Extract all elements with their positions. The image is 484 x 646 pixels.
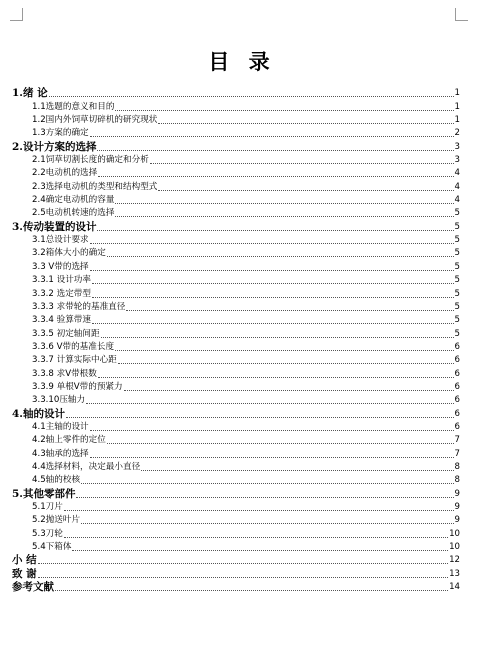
toc-entry-title: 3.3.5 初定轴间距	[32, 328, 100, 339]
toc-dot-leader	[124, 390, 454, 391]
toc-entry-title: 5.4下箱体	[32, 542, 72, 553]
toc-dot-leader	[49, 96, 454, 97]
page-corner-mark-left	[10, 8, 23, 21]
toc-dot-leader	[38, 577, 448, 578]
toc-dot-leader	[76, 497, 453, 498]
toc-entry-title: 小 结	[12, 554, 37, 567]
toc-entry-title: 2.2电动机的选择	[32, 168, 98, 179]
toc-entry-title: 2.4确定电动机的容量	[32, 195, 115, 206]
toc-chapter-entry[interactable]	[12, 554, 460, 567]
toc-page-number: 6	[454, 408, 460, 419]
toc-dot-leader	[97, 150, 453, 151]
toc-chapter-entry[interactable]	[12, 487, 460, 500]
toc-section-entry[interactable]	[12, 301, 460, 314]
toc-section-entry[interactable]	[12, 180, 460, 193]
toc-dot-leader	[90, 270, 454, 271]
toc-section-entry[interactable]	[12, 127, 460, 140]
toc-dot-leader	[97, 230, 453, 231]
toc-page-number: 5	[454, 328, 460, 339]
toc-section-entry[interactable]	[12, 421, 460, 434]
toc-section-entry[interactable]	[12, 167, 460, 180]
toc-page-number: 5	[454, 235, 460, 246]
toc-section-entry[interactable]	[12, 354, 460, 367]
toc-entry-title: 5.其他零部件	[12, 487, 76, 500]
toc-entry-title: 1.1选题的意义和目的	[32, 101, 115, 112]
toc-dot-leader	[150, 163, 454, 164]
toc-section-entry[interactable]	[12, 234, 460, 247]
toc-page-number: 9	[454, 488, 460, 499]
toc-dot-leader	[98, 377, 454, 378]
toc-chapter-entry[interactable]	[12, 407, 460, 420]
toc-page-number: 8	[454, 475, 460, 486]
toc-page-number: 6	[454, 341, 460, 352]
toc-page-number: 1	[454, 101, 460, 112]
toc-dot-leader	[86, 403, 453, 404]
toc-dot-leader	[72, 550, 448, 551]
toc-page-number: 6	[454, 355, 460, 366]
toc-page-number: 5	[454, 301, 460, 312]
toc-page-number: 5	[454, 288, 460, 299]
toc-dot-leader	[158, 123, 453, 124]
toc-page-number: 5	[454, 261, 460, 272]
toc-page-number: 7	[454, 448, 460, 459]
toc-page-number: 4	[454, 181, 460, 192]
toc-page-number: 13	[449, 568, 460, 579]
toc-dot-leader	[107, 256, 454, 257]
toc-entry-title: 5.2抛送叶片	[32, 515, 81, 526]
toc-dot-leader	[92, 283, 454, 284]
toc-page-number: 6	[454, 395, 460, 406]
toc-entry-title: 3.3.3 求带轮的基准直径	[32, 301, 126, 312]
toc-dot-leader	[90, 457, 454, 458]
toc-section-entry[interactable]	[12, 447, 460, 460]
toc-dot-leader	[115, 216, 453, 217]
toc-page-number: 9	[454, 502, 460, 512]
toc-section-entry[interactable]	[12, 114, 460, 127]
toc-entry-title: 4.3轴承的选择	[32, 448, 89, 459]
toc-section-entry[interactable]	[12, 501, 460, 514]
toc-entry-title: 1.3方案的确定	[32, 128, 89, 139]
toc-page-number: 6	[454, 381, 460, 392]
toc-section-entry[interactable]	[12, 314, 460, 327]
toc-dot-leader	[66, 417, 454, 418]
toc-dot-leader	[64, 510, 454, 511]
toc-entry-title: 3.3.6 V带的基准长度	[32, 341, 115, 352]
toc-page-number: 9	[454, 515, 460, 526]
toc-page-number: 5	[454, 315, 460, 326]
toc-chapter-entry[interactable]	[12, 87, 460, 100]
toc-section-entry[interactable]	[12, 194, 460, 207]
toc-section-entry[interactable]	[12, 247, 460, 260]
toc-chapter-entry[interactable]	[12, 581, 460, 594]
toc-section-entry[interactable]	[12, 327, 460, 340]
toc-entry-title: 3.3 V带的选择	[32, 261, 89, 272]
toc-section-entry[interactable]	[12, 514, 460, 527]
toc-chapter-entry[interactable]	[12, 220, 460, 233]
toc-dot-leader	[81, 523, 453, 524]
toc-page-number: 8	[454, 461, 460, 472]
toc-dot-leader	[64, 537, 448, 538]
toc-entry-title: 2.设计方案的选择	[12, 140, 97, 153]
toc-entry-title: 3.3.9 单根V带的预紧力	[32, 381, 123, 392]
toc-page-number: 5	[454, 221, 460, 232]
toc-dot-leader	[101, 337, 454, 338]
toc-section-entry[interactable]	[12, 394, 460, 407]
toc-entry-title: 3.1总设计要求	[32, 235, 89, 246]
toc-chapter-entry[interactable]	[12, 567, 460, 580]
toc-dot-leader	[158, 190, 453, 191]
table-of-contents	[12, 87, 460, 594]
toc-entry-title: 1.2国内外饲草切碎机的研究现状	[32, 115, 158, 126]
toc-page-number: 10	[449, 528, 460, 539]
toc-section-entry[interactable]	[12, 527, 460, 540]
toc-entry-title: 参考文献	[12, 581, 54, 594]
toc-section-entry[interactable]	[12, 341, 460, 354]
toc-page-number: 2	[454, 128, 460, 139]
toc-page-number: 6	[454, 421, 460, 432]
toc-section-entry[interactable]	[12, 274, 460, 287]
toc-section-entry[interactable]	[12, 154, 460, 167]
toc-entry-title: 3.3.7 计算实际中心距	[32, 355, 117, 366]
toc-entry-title: 4.轴的设计	[12, 407, 65, 420]
toc-entry-title: 2.5电动机转速的选择	[32, 208, 115, 219]
toc-entry-title: 2.3选择电动机的类型和结构型式	[32, 181, 158, 192]
toc-page-number: 1	[454, 115, 460, 126]
toc-page-number: 3	[454, 155, 460, 166]
toc-page-number: 3	[454, 141, 460, 152]
toc-entry-title: 5.3刀轮	[32, 528, 63, 539]
toc-dot-leader	[90, 243, 454, 244]
toc-dot-leader	[90, 136, 454, 137]
toc-page-number: 5	[454, 275, 460, 286]
toc-page-number: 1	[454, 88, 460, 99]
toc-section-entry[interactable]	[12, 434, 460, 447]
toc-entry-title: 3.3.8 求V带根数	[32, 368, 97, 379]
toc-entry-title: 1.绪 论	[12, 87, 48, 100]
toc-section-entry[interactable]	[12, 541, 460, 554]
toc-entry-title: 3.2箱体大小的确定	[32, 248, 106, 259]
toc-section-entry[interactable]	[12, 381, 460, 394]
toc-dot-leader	[115, 350, 453, 351]
toc-entry-title: 3.3.4 验算带速	[32, 315, 91, 326]
toc-chapter-entry[interactable]	[12, 140, 460, 153]
toc-dot-leader	[81, 483, 453, 484]
toc-entry-title: 4.1主轴的设计	[32, 421, 89, 432]
toc-dot-leader	[118, 363, 454, 364]
toc-page-number: 6	[454, 368, 460, 379]
toc-entry-title: 4.5轴的校核	[32, 475, 81, 486]
toc-dot-leader	[115, 203, 453, 204]
toc-section-entry[interactable]	[12, 260, 460, 273]
toc-entry-title: 4.4选择材料，决定最小直径	[32, 461, 141, 472]
toc-page-number: 4	[454, 195, 460, 206]
toc-entry-title: 3.3.10压轴力	[32, 395, 86, 406]
toc-dot-leader	[126, 310, 453, 311]
page-corner-mark-right	[455, 8, 468, 21]
toc-page-number: 5	[454, 208, 460, 219]
toc-page-number: 5	[454, 248, 460, 259]
page-title: 目 录	[208, 49, 276, 74]
toc-entry-title: 2.1饲草切割长度的确定和分析	[32, 155, 149, 166]
toc-entry-title: 3.传动装置的设计	[12, 220, 97, 233]
toc-page-number: 12	[449, 555, 460, 566]
toc-entry-title: 3.3.2 选定带型	[32, 288, 91, 299]
toc-dot-leader	[92, 323, 454, 324]
toc-entry-title: 5.1刀片	[32, 502, 63, 512]
toc-section-entry[interactable]	[12, 207, 460, 220]
toc-section-entry[interactable]	[12, 100, 460, 113]
toc-entry-title: 4.2轴上零件的定位	[32, 435, 106, 446]
toc-dot-leader	[98, 176, 453, 177]
toc-entry-title: 3.3.1 设计功率	[32, 275, 91, 286]
toc-dot-leader	[90, 430, 454, 431]
toc-section-entry[interactable]	[12, 287, 460, 300]
toc-dot-leader	[55, 590, 448, 591]
toc-dot-leader	[92, 297, 454, 298]
toc-page-number: 7	[454, 435, 460, 446]
toc-entry-title: 致 谢	[12, 567, 37, 580]
toc-dot-leader	[141, 470, 453, 471]
toc-section-entry[interactable]	[12, 367, 460, 380]
toc-page-number: 4	[454, 168, 460, 179]
toc-dot-leader	[107, 443, 454, 444]
toc-dot-leader	[115, 110, 453, 111]
toc-page-number: 10	[449, 542, 460, 553]
toc-section-entry[interactable]	[12, 461, 460, 474]
toc-page-number: 14	[449, 582, 460, 593]
toc-section-entry[interactable]	[12, 474, 460, 487]
toc-dot-leader	[38, 563, 448, 564]
